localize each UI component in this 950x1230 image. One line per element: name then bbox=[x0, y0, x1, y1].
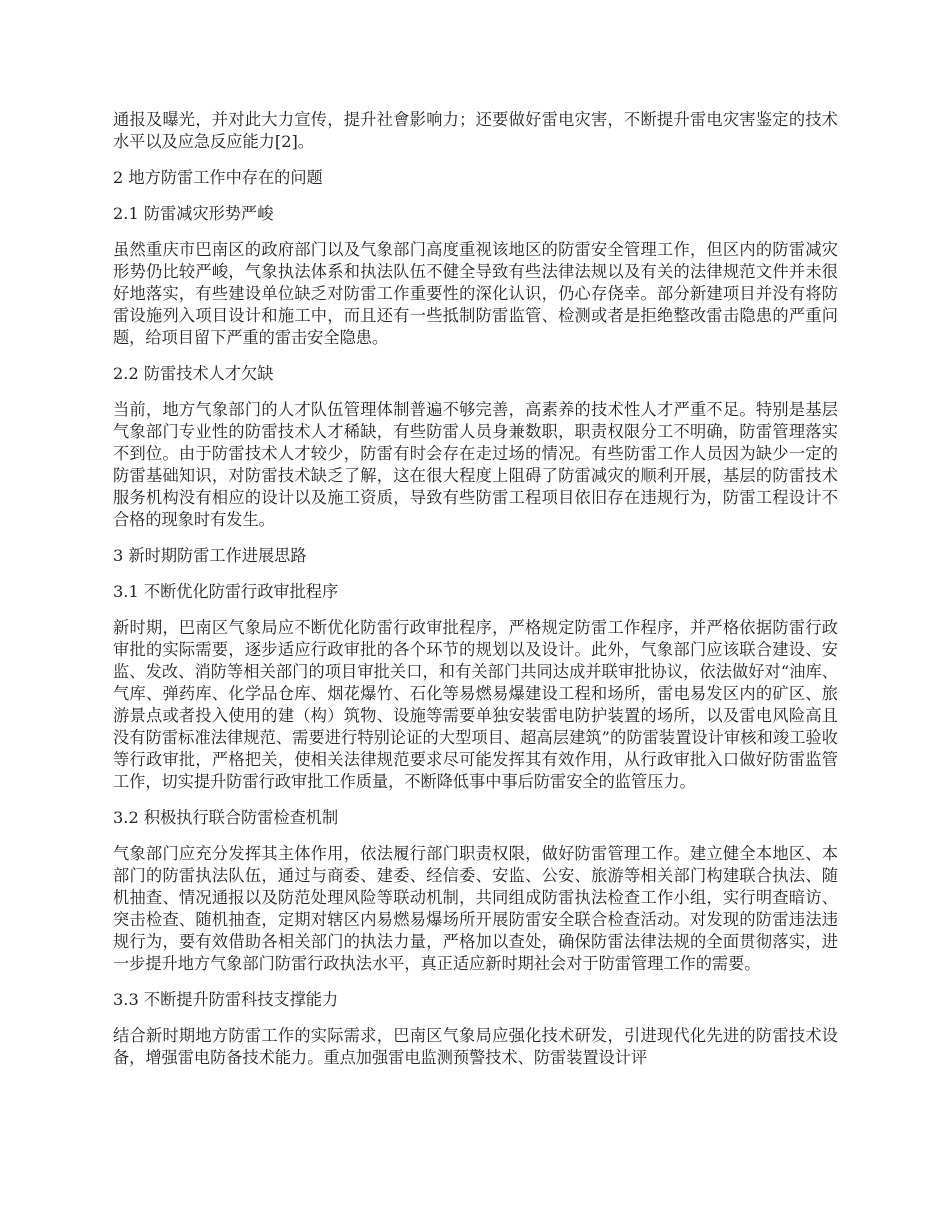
paragraph-approval-process: 新时期，巴南区气象局应不断优化防雷行政审批程序，严格规定防雷工作程序，并严格依据防雷行政审批的实际需要，逐步适应行政审批的各个环节的规划以及设计。此外，气象部门应该联合建设、安监、发改、消防等相关部门的项目审批关口，和有关部门共同达成并联审批协议，依法做好对“油库、气库、弹药库、化学品仓库、烟花爆竹、石化等易燃易爆建设工程和场所，雷电易发区内的矿区、旅游景点或者投入使用的建（构）筑物、设施等需要单独安装雷电防护装置的场所，以及雷电风险高且没有防雷标准法律规范、需要进行特别论证的大型项目、超高层建筑”的防雷装置设计审核和竣工验收等行政审批，严格把关，使相关法律规范要求尽可能发挥其有效作用，从行政审批入口做好防雷监管工作，切实提升防雷行政审批工作质量，不断降低事中事后防雷安全的监管压力。 bbox=[113, 618, 838, 791]
subsection-heading-2-2: 2.2 防雷技术人才欠缺 bbox=[113, 364, 274, 383]
paragraph-disaster-situation: 虽然重庆市巴南区的政府部门以及气象部门高度重视该地区的防雷安全管理工作，但区内的防雷减灾形势仍比较严峻，气象执法体系和执法队伍不健全导致有些法律法规以及有关的法律规范文件并未很好地落实，有些建设单位缺乏对防雷工作重要性的深化认识，仍心存侥幸。部分新建项目并没有将防雷设施列入项目设计和施工中，而且还有一些抵制防雷监管、检测或者是拒绝整改雷击隐患的严重问题，给项目留下严重的雷击安全隐患。 bbox=[113, 240, 838, 347]
subsection-heading-3-2: 3.2 积极执行联合防雷检查机制 bbox=[113, 808, 339, 827]
subsection-heading-2-1: 2.1 防雷减灾形势严峻 bbox=[113, 204, 274, 223]
paragraph-tech-support: 结合新时期地方防雷工作的实际需求，巴南区气象局应强化技术研发，引进现代化先进的防雷技术设备，增强雷电防备技术能力。重点加强雷电监测预警技术、防雷装置设计评 bbox=[113, 1026, 838, 1067]
section-heading-2: 2 地方防雷工作中存在的问题 bbox=[113, 168, 323, 187]
paragraph-joint-inspection: 气象部门应充分发挥其主体作用，依法履行部门职责权限，做好防雷管理工作。建立健全本地区、本部门的防雷执法队伍，通过与商委、建委、经信委、安监、公安、旅游等相关部门构建联合执法、随机抽查、情况通报以及防范处理风险等联动机制，共同组成防雷执法检查工作小组，实行明查暗访、突击检查、随机抽查，定期对辖区内易燃易爆场所开展防雷安全联合检查活动。对发现的防雷违法违规行为，要有效借助各相关部门的执法力量，严格加以查处，确保防雷法律法规的全面贯彻落实，进一步提升地方气象部门防雷行政执法水平，真正适应新时期社会对于防雷管理工作的需要。 bbox=[113, 844, 838, 973]
paragraph-publicity: 通报及曝光，并对此大力宣传，提升社會影响力；还要做好雷电灾害，不断提升雷电灾害鉴定的技术水平以及应急反应能力[2]。 bbox=[113, 110, 838, 151]
paragraph-talent-shortage: 当前，地方气象部门的人才队伍管理体制普遍不够完善，高素养的技术性人才严重不足。特别是基层气象部门专业性的防雷技术人才稀缺，有些防雷人员身兼数职，职责权限分工不明确，防雷管理落实不到位。由于防雷技术人才较少，防雷有时会存在走过场的情况。有些防雷工作人员因为缺少一定的防雷基础知识，对防雷技术缺乏了解，这在很大程度上阻碍了防雷减灾的顺利开展，基层的防雷技术服务机构没有相应的设计以及施工资质，导致有些防雷工程项目依旧存在违规行为，防雷工程设计不合格的现象时有发生。 bbox=[113, 400, 838, 529]
section-heading-3: 3 新时期防雷工作进展思路 bbox=[113, 546, 307, 565]
subsection-heading-3-1: 3.1 不断优化防雷行政审批程序 bbox=[113, 582, 339, 601]
subsection-heading-3-3: 3.3 不断提升防雷科技支撑能力 bbox=[113, 990, 339, 1009]
